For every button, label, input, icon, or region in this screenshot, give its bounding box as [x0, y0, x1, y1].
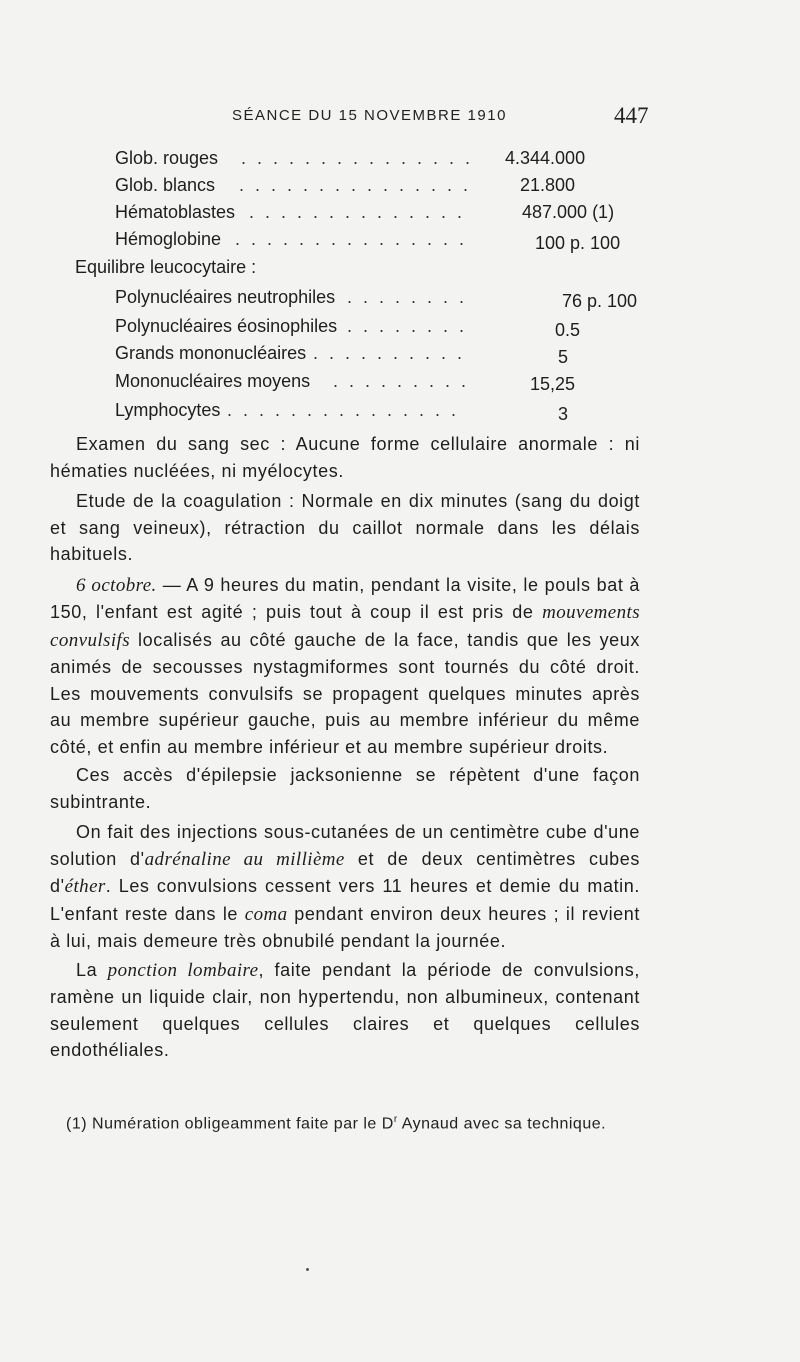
row-value: 487.000 (1) — [522, 202, 615, 222]
footnote-marker: (1) — [66, 1115, 88, 1133]
row-value: 3 — [558, 404, 569, 424]
date-label: 6 octobre. — [76, 574, 157, 596]
table-row — [115, 287, 655, 313]
table-row — [115, 229, 655, 255]
table-row — [115, 371, 635, 397]
row-label: Hémoglobine — [115, 229, 222, 249]
leader-dots: . . . . . . . . . . . . . . . — [235, 229, 468, 249]
row-value: 0.5 — [555, 320, 581, 340]
row-label: Polynucléaires neutrophiles — [115, 287, 336, 307]
table-row — [115, 400, 635, 426]
row-value: 15,25 — [530, 374, 576, 394]
row-label: Hématoblastes — [115, 202, 236, 222]
body-text — [50, 431, 640, 1064]
running-header — [0, 103, 800, 133]
row-label: Glob. rouges — [115, 148, 219, 168]
paragraph-blood-smear: Examen du sang sec : Aucune forme cellulaire anormale : ni hématies nucléées, ni myélocytes. — [50, 434, 640, 481]
table-row — [115, 343, 635, 369]
table-row — [115, 202, 635, 228]
paragraph-epilepsy: Ces accès d'épilepsie jacksonienne se répètent d'une façon subintrante. — [50, 765, 640, 812]
row-label: Polynucléaires éosinophiles — [115, 316, 338, 336]
paragraph-coagulation: Etude de la coagulation : Normale en dix minutes (sang du doigt et sang veineux), rétraction du caillot normale dans les délais habituels. — [50, 491, 640, 564]
row-value: 21.800 — [520, 175, 576, 195]
footnote: (1) Numération obligeamment faite par le $D^r$ Aynaud avec sa technique. — [66, 1114, 607, 1133]
row-value: 100 p. 100 — [535, 233, 621, 253]
leader-dots: . . . . . . . . . . . . . . . — [227, 400, 460, 420]
emphasis: éther — [64, 876, 106, 897]
table-row — [115, 148, 635, 174]
leader-dots: . . . . . . . . . . — [313, 343, 466, 363]
paragraph-lumbar-puncture: La ponction lombaire, faite pendant la période de convulsions, ramène un liquide clair, non hypertendu, non albumineux, contenant seulement quelques cellules claires et quelques cellules endothéliales. — [50, 959, 640, 1060]
paragraph-october-6: 6 octobre. — A 9 heures du matin, pendant la visite, le pouls bat à 150, l'enfant est agité ; puis tout à coup il est pris de mouvements convulsifs localisés au côté gauche de la face, tandis que les yeux animés de secousses nystagmiformes sont tournés du côté droit. Les mouvements convulsifs se propagent quelques minutes après au membre supérieur gauche, puis au membre inférieur du même côté, et enfin au membre inférieur et au membre supérieur droits. — [50, 574, 640, 757]
leader-dots: . . . . . . . . — [347, 316, 468, 336]
row-label: Grands mononucléaires — [115, 343, 307, 363]
paragraph-injections: On fait des injections sous-cutanées de un centimètre cube d'une solution d'adrénaline au millième et de deux centimètres cubes d'éther. Les convulsions cessent vers 11 heures et demie du matin. L'enfant reste dans le coma pendant environ deux heures ; il revient à lui, mais demeure très obnubilé pendant la journée. — [50, 822, 640, 951]
row-value: 76 p. 100 — [562, 291, 638, 311]
leader-dots: . . . . . . . . . . . . . . . — [241, 148, 474, 168]
page-number: 447 — [614, 103, 649, 128]
row-label: Glob. blancs — [115, 175, 216, 195]
emphasis: adrénaline au millième — [144, 848, 345, 870]
emphasis: ponction lombaire — [107, 959, 259, 981]
row-label: Lymphocytes — [115, 400, 221, 420]
leader-dots: . . . . . . . . . . . . . . — [249, 202, 466, 222]
row-label: Mononucléaires moyens — [115, 371, 311, 391]
emphasis: mouvements convulsifs — [50, 602, 640, 651]
table-row — [115, 316, 635, 342]
running-title: SÉANCE DU 15 NOVEMBRE 1910 — [232, 107, 507, 124]
row-value: 5 — [558, 347, 569, 367]
leader-dots: . . . . . . . . . . . . . . . — [239, 175, 472, 195]
section-heading — [75, 257, 475, 283]
table-row — [115, 175, 635, 201]
equilibrium-heading: Equilibre leucocytaire : — [75, 257, 257, 277]
emphasis: coma — [244, 903, 288, 925]
leader-dots: . . . . . . . . — [347, 287, 468, 307]
paper-speck — [306, 1268, 309, 1271]
row-value: 4.344.000 — [505, 148, 586, 168]
leader-dots: . . . . . . . . . — [333, 371, 470, 391]
